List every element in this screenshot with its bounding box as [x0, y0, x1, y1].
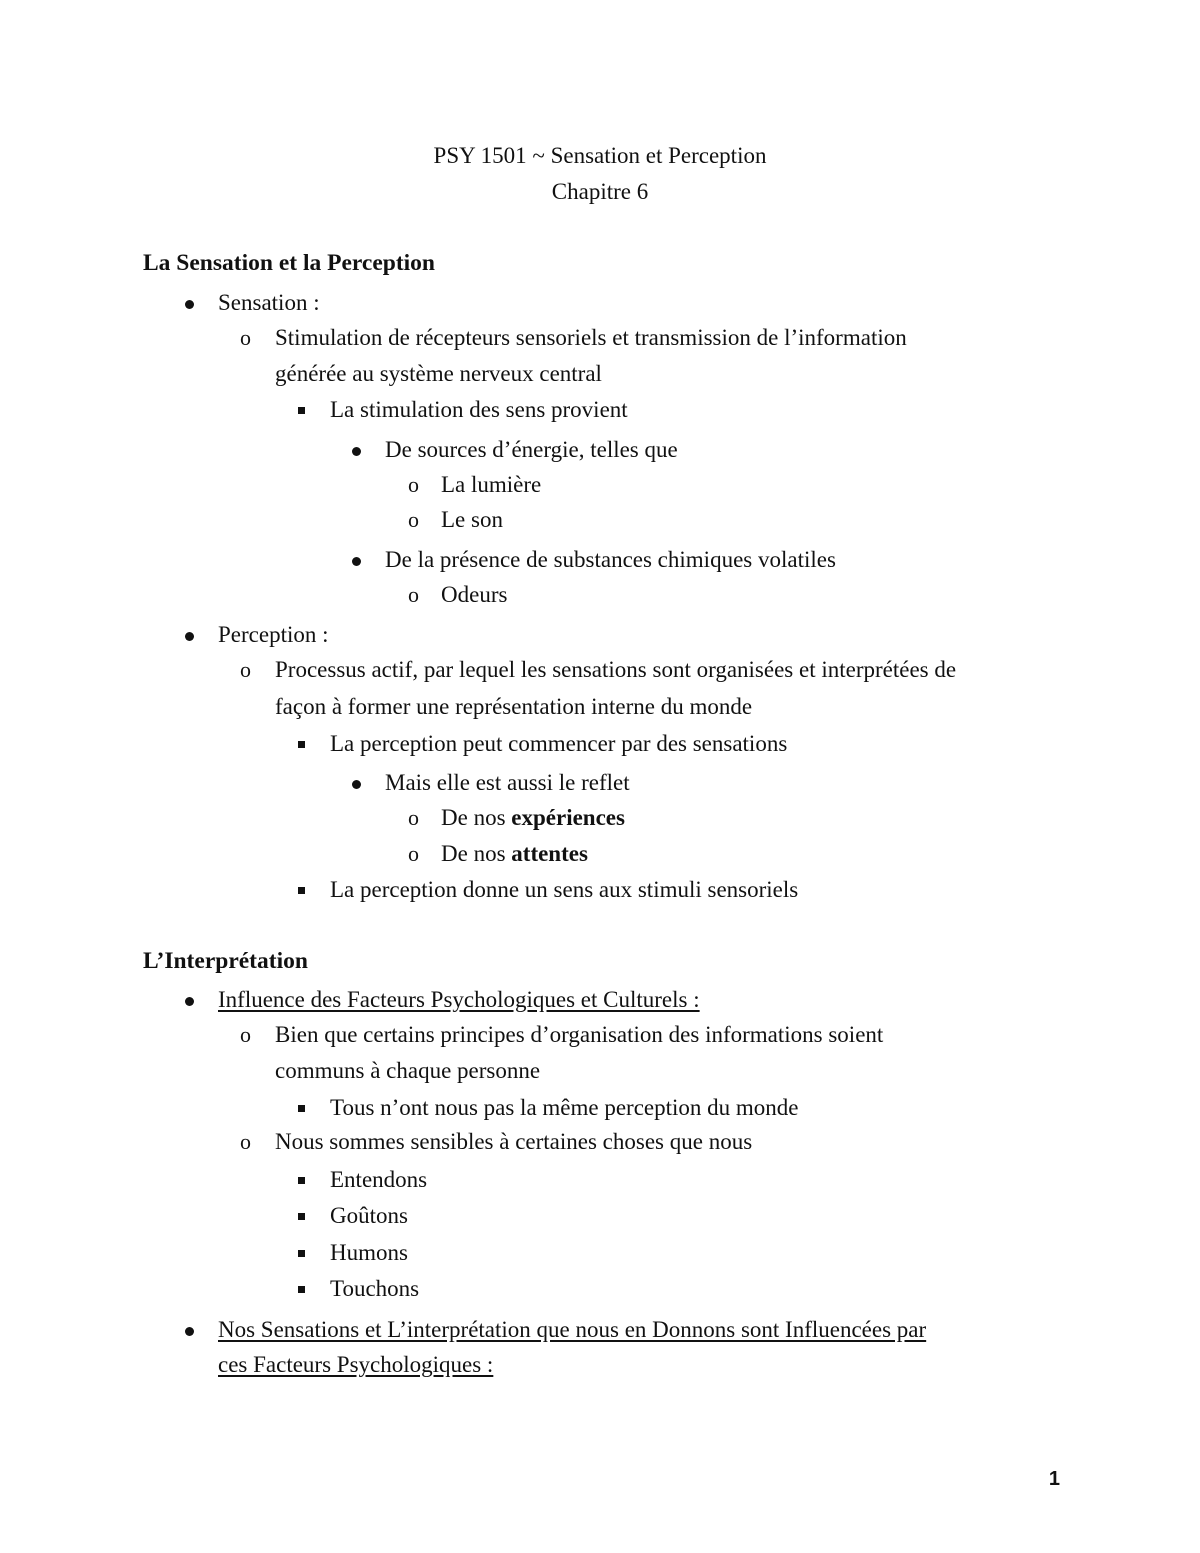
perception-definition-line2: façon à former une représentation interne du monde	[275, 694, 753, 719]
bullet-circle: o	[408, 507, 419, 532]
sensation-definition-line1: Stimulation de récepteurs sensoriels et transmission de l’information	[275, 325, 907, 350]
bullet-square	[298, 1105, 305, 1112]
sound-item: Le son	[441, 507, 503, 532]
perception-label: Perception :	[218, 622, 329, 647]
sensation-definition-line2: générée au système nerveux central	[275, 361, 602, 386]
bullet-dot	[352, 557, 361, 566]
bullet-circle: o	[240, 325, 251, 350]
bullet-square	[298, 741, 305, 748]
sensations-influenced-line2: ces Facteurs Psychologiques :	[218, 1352, 494, 1377]
bullet-square	[298, 407, 305, 414]
chemical-substances-item: De la présence de substances chimiques volatiles	[385, 547, 836, 572]
bullet-square	[298, 1177, 305, 1184]
bullet-circle: o	[240, 1022, 251, 1047]
bullet-dot	[185, 632, 194, 641]
perception-meaning-item: La perception donne un sens aux stimuli sensoriels	[330, 877, 799, 902]
energy-sources-item: De sources d’énergie, telles que	[385, 437, 678, 462]
bullet-square	[298, 1286, 305, 1293]
bullet-circle: o	[408, 805, 419, 830]
experiences-prefix: De nos	[441, 805, 512, 830]
light-item: La lumière	[441, 472, 542, 497]
sense-item-hear: Entendons	[330, 1167, 428, 1192]
reflection-item: Mais elle est aussi le reflet	[385, 770, 630, 795]
perception-differs-item: Tous n’ont nous pas la même perception du monde	[330, 1095, 799, 1120]
bullet-circle: o	[408, 841, 419, 866]
influence-factors-label: Influence des Facteurs Psychologiques et Culturels :	[218, 987, 700, 1012]
sensations-influenced-line1: Nos Sensations et L’interprétation que nous en Donnons sont Influencées par	[218, 1317, 927, 1342]
bullet-dot	[185, 300, 194, 309]
bullet-circle: o	[408, 582, 419, 607]
bullet-circle: o	[240, 657, 251, 682]
experiences-item	[441, 805, 625, 831]
bullet-square	[298, 887, 305, 894]
section-heading-sensation-perception: La Sensation et la Perception	[143, 250, 435, 276]
sense-item-touch: Touchons	[330, 1276, 420, 1301]
bullet-square	[298, 1250, 305, 1257]
bullet-dot	[352, 447, 361, 456]
bullet-circle: o	[408, 472, 419, 497]
bullet-circle: o	[240, 1129, 251, 1154]
document-subtitle: Chapitre 6	[551, 179, 649, 204]
stimulation-source-item: La stimulation des sens provient	[330, 397, 628, 422]
principles-line2: communs à chaque personne	[275, 1058, 541, 1083]
sensation-label: Sensation :	[218, 290, 320, 315]
bullet-dot	[352, 780, 361, 789]
perception-definition-line1: Processus actif, par lequel les sensations sont organisées et interprétées de	[275, 657, 957, 682]
sensitive-item: Nous sommes sensibles à certaines choses que nous	[275, 1129, 753, 1154]
perception-begins-item: La perception peut commencer par des sensations	[330, 731, 788, 756]
principles-line1: Bien que certains principes d’organisation des informations soient	[275, 1022, 884, 1047]
sense-item-smell: Humons	[330, 1240, 408, 1265]
expectations-item	[441, 841, 588, 867]
section-heading-interpretation: L’Interprétation	[143, 948, 308, 974]
bullet-square	[298, 1213, 305, 1220]
bullet-dot	[185, 997, 194, 1006]
expectations-prefix: De nos	[441, 841, 512, 866]
experiences-bold: expériences	[511, 805, 625, 830]
odors-item: Odeurs	[441, 582, 508, 607]
document-title: PSY 1501 ~ Sensation et Perception	[433, 143, 767, 168]
expectations-bold: attentes	[511, 841, 588, 866]
sense-item-taste: Goûtons	[330, 1203, 408, 1228]
bullet-dot	[185, 1327, 194, 1336]
page-number: 1	[1048, 1468, 1060, 1490]
